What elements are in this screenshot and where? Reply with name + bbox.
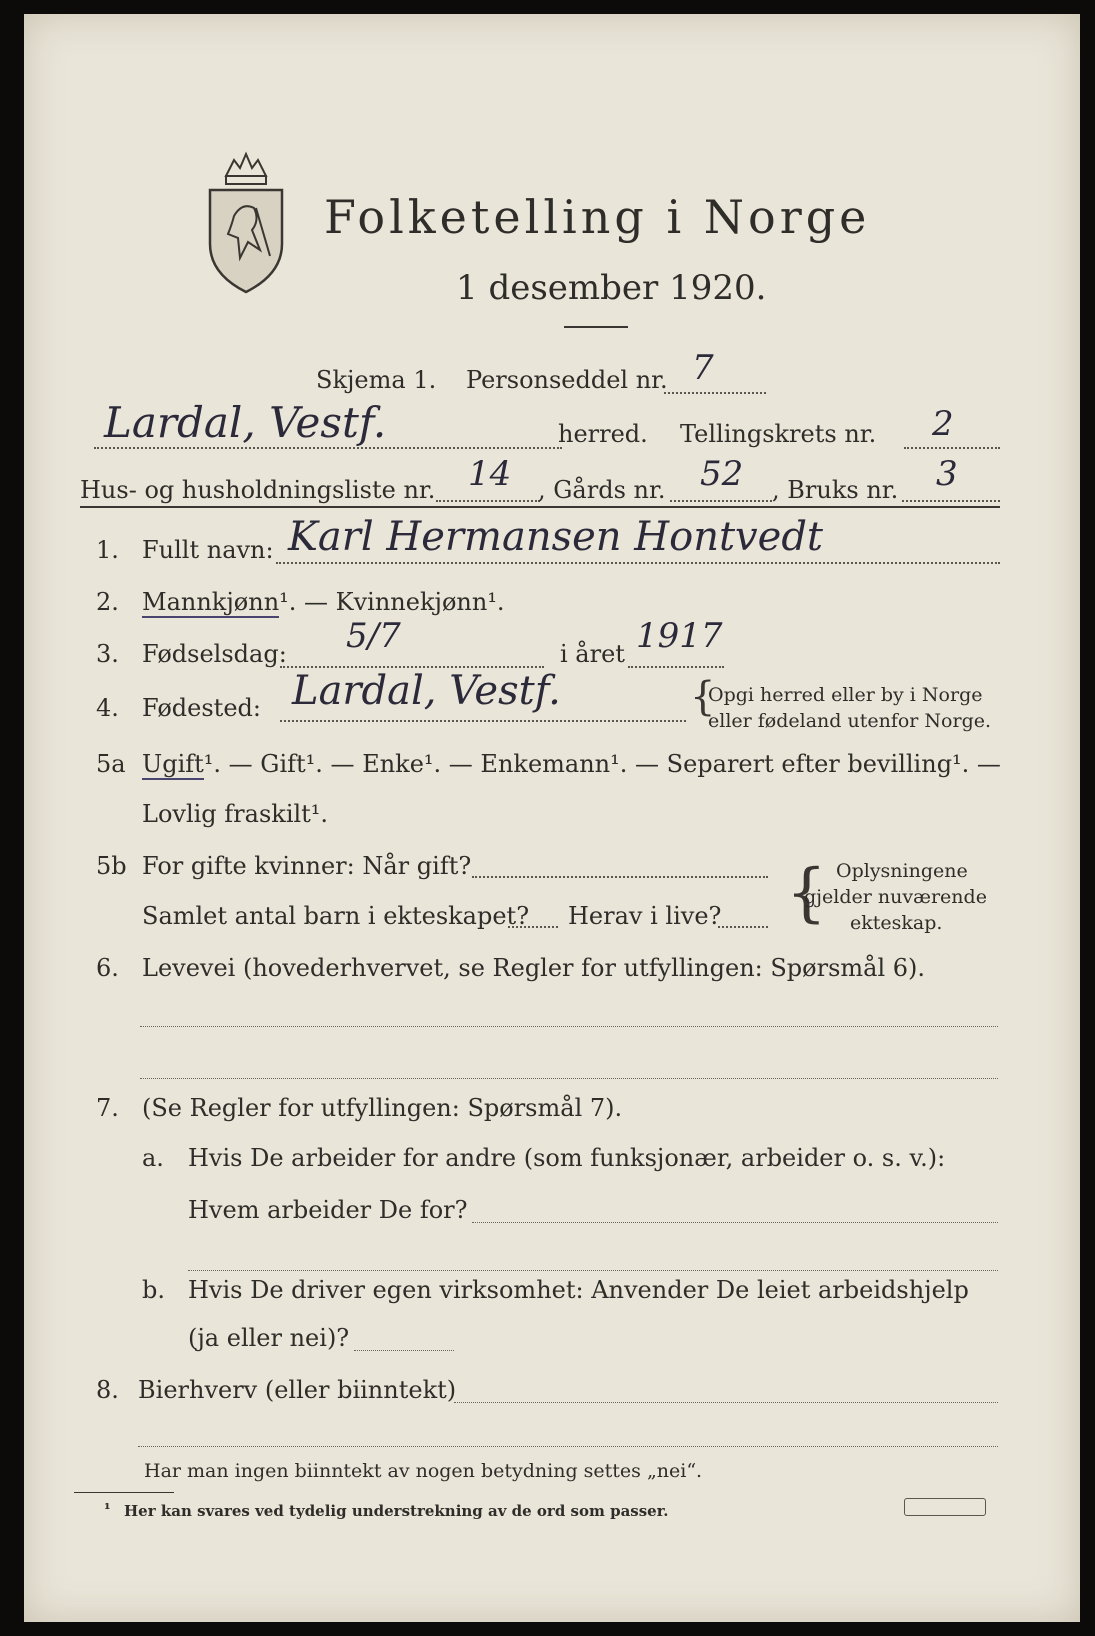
q6-answer-line2[interactable] xyxy=(140,1078,998,1079)
census-form-page xyxy=(24,14,1080,1622)
census-date: 1 desember 1920. xyxy=(456,268,767,308)
q5a-other-options[interactable]: ¹. — Gift¹. — Enke¹. — Enkemann¹. — Separert efter bevilling¹. — xyxy=(203,750,1001,778)
footnote-mark: ¹ xyxy=(104,1500,111,1518)
nei-note: Har man ingen biinntekt av nogen betydning settes „nei“. xyxy=(144,1460,703,1482)
q4-note-line1: Opgi herred eller by i Norge xyxy=(708,684,983,706)
q4-label: Fødested: xyxy=(142,694,261,722)
personseddel-value[interactable]: 7 xyxy=(692,348,714,388)
herred-line xyxy=(94,447,562,449)
q3-year-line xyxy=(628,666,724,668)
q1-full-name[interactable]: Karl Hermansen Hontvedt xyxy=(288,514,823,560)
bruks-value[interactable]: 3 xyxy=(936,454,958,494)
q8-answer-line1[interactable] xyxy=(454,1402,998,1403)
q8-number: 8. xyxy=(96,1376,119,1404)
q7a-answer-line2[interactable] xyxy=(188,1270,998,1271)
q4-note-line2: eller fødeland utenfor Norge. xyxy=(708,710,992,732)
bruks-line xyxy=(902,500,1000,502)
q5a-number: 5a xyxy=(96,750,126,778)
q2-options xyxy=(142,588,505,616)
q5b-note-line1: Oplysningene xyxy=(836,860,968,882)
q2-footnote-mark: ¹ xyxy=(279,588,289,616)
q3-year[interactable]: 1917 xyxy=(636,616,723,656)
personseddel-line xyxy=(664,392,766,394)
tellingskrets-label: Tellingskrets nr. xyxy=(680,420,877,448)
q5b-married-line xyxy=(472,876,768,878)
q5b-label2: Samlet antal barn i ekteskapet? xyxy=(142,902,530,930)
q3-year-label: i året xyxy=(560,640,625,668)
q2-number: 2. xyxy=(96,588,119,616)
q7b-sub: (ja eller nei)? xyxy=(188,1324,350,1352)
q1-label: Fullt navn: xyxy=(142,536,274,564)
herred-label: herred. xyxy=(558,420,648,448)
tellingskrets-value[interactable]: 2 xyxy=(932,404,954,444)
q6-number: 6. xyxy=(96,954,119,982)
q5b-children-line xyxy=(508,926,558,928)
q5b-note-line2: gjelder nuværende xyxy=(804,886,987,908)
q8-label: Bierhverv (eller biinntekt) xyxy=(138,1376,457,1404)
q7a-letter: a. xyxy=(142,1144,164,1172)
printer-stamp xyxy=(904,1498,986,1516)
q7a-text: Hvis De arbeider for andre (som funksjonær, arbeider o. s. v.): xyxy=(188,1144,946,1172)
q6-answer-line1[interactable] xyxy=(140,1026,998,1027)
norway-coat-of-arms-icon xyxy=(204,146,288,296)
q2-separator: . — xyxy=(288,588,336,616)
q1-number: 1. xyxy=(96,536,119,564)
q2-option-male[interactable]: Mannkjønn xyxy=(142,588,280,616)
q4-brace: { xyxy=(690,674,716,720)
bruks-label: , Bruks nr. xyxy=(772,476,899,504)
q5b-brace: { xyxy=(786,856,827,930)
gards-value[interactable]: 52 xyxy=(700,454,744,494)
q5b-number: 5b xyxy=(96,852,127,880)
header-divider xyxy=(80,506,1000,508)
q3-label: Fødselsdag: xyxy=(142,640,287,668)
footnote-divider xyxy=(74,1492,174,1493)
schema-label: Skjema 1. xyxy=(316,366,437,394)
q5a-option-ugift[interactable]: Ugift xyxy=(142,750,204,778)
q7a-sub: Hvem arbeider De for? xyxy=(188,1196,468,1224)
q2-option-female[interactable]: Kvinnekjønn xyxy=(335,588,488,616)
q7b-answer-line[interactable] xyxy=(354,1350,454,1351)
q5b-note-line3: ekteskap. xyxy=(850,912,943,934)
q1-line xyxy=(276,562,1000,564)
q8-answer-line2[interactable] xyxy=(138,1446,998,1447)
q7-number: 7. xyxy=(96,1094,119,1122)
husliste-label: Hus- og husholdningsliste nr. xyxy=(80,476,436,504)
q4-number: 4. xyxy=(96,694,119,722)
q5b-alive-line xyxy=(718,926,768,928)
husliste-value[interactable]: 14 xyxy=(468,454,512,494)
q4-line xyxy=(280,720,686,722)
q5a-line2[interactable]: Lovlig fraskilt¹. xyxy=(142,800,329,828)
q7b-text: Hvis De driver egen virksomhet: Anvender De leiet arbeidshjelp xyxy=(188,1276,969,1304)
husliste-line xyxy=(436,500,540,502)
q2-end: ¹. xyxy=(487,588,505,616)
personseddel-label: Personseddel nr. xyxy=(466,366,668,394)
form-title: Folketelling i Norge xyxy=(324,190,871,244)
q7a-answer-line1[interactable] xyxy=(472,1222,998,1223)
gards-label: , Gårds nr. xyxy=(538,476,666,504)
q5a-options xyxy=(142,750,1001,778)
gards-line xyxy=(670,500,772,502)
q7b-letter: b. xyxy=(142,1276,165,1304)
q5b-label3: Herav i live? xyxy=(568,902,722,930)
q6-label: Levevei (hovederhvervet, se Regler for utfyllingen: Spørsmål 6). xyxy=(142,954,926,982)
q4-birthplace[interactable]: Lardal, Vestf. xyxy=(292,668,561,714)
tellingskrets-line xyxy=(904,447,1000,449)
herred-value[interactable]: Lardal, Vestf. xyxy=(104,398,387,447)
q5b-label1: For gifte kvinner: Når gift? xyxy=(142,852,472,880)
q7-label: (Se Regler for utfyllingen: Spørsmål 7). xyxy=(142,1094,623,1122)
footnote-text: Her kan svares ved tydelig understrekning av de ord som passer. xyxy=(124,1502,669,1520)
title-divider xyxy=(564,326,628,328)
q3-birthday[interactable]: 5/7 xyxy=(346,616,401,656)
q3-number: 3. xyxy=(96,640,119,668)
